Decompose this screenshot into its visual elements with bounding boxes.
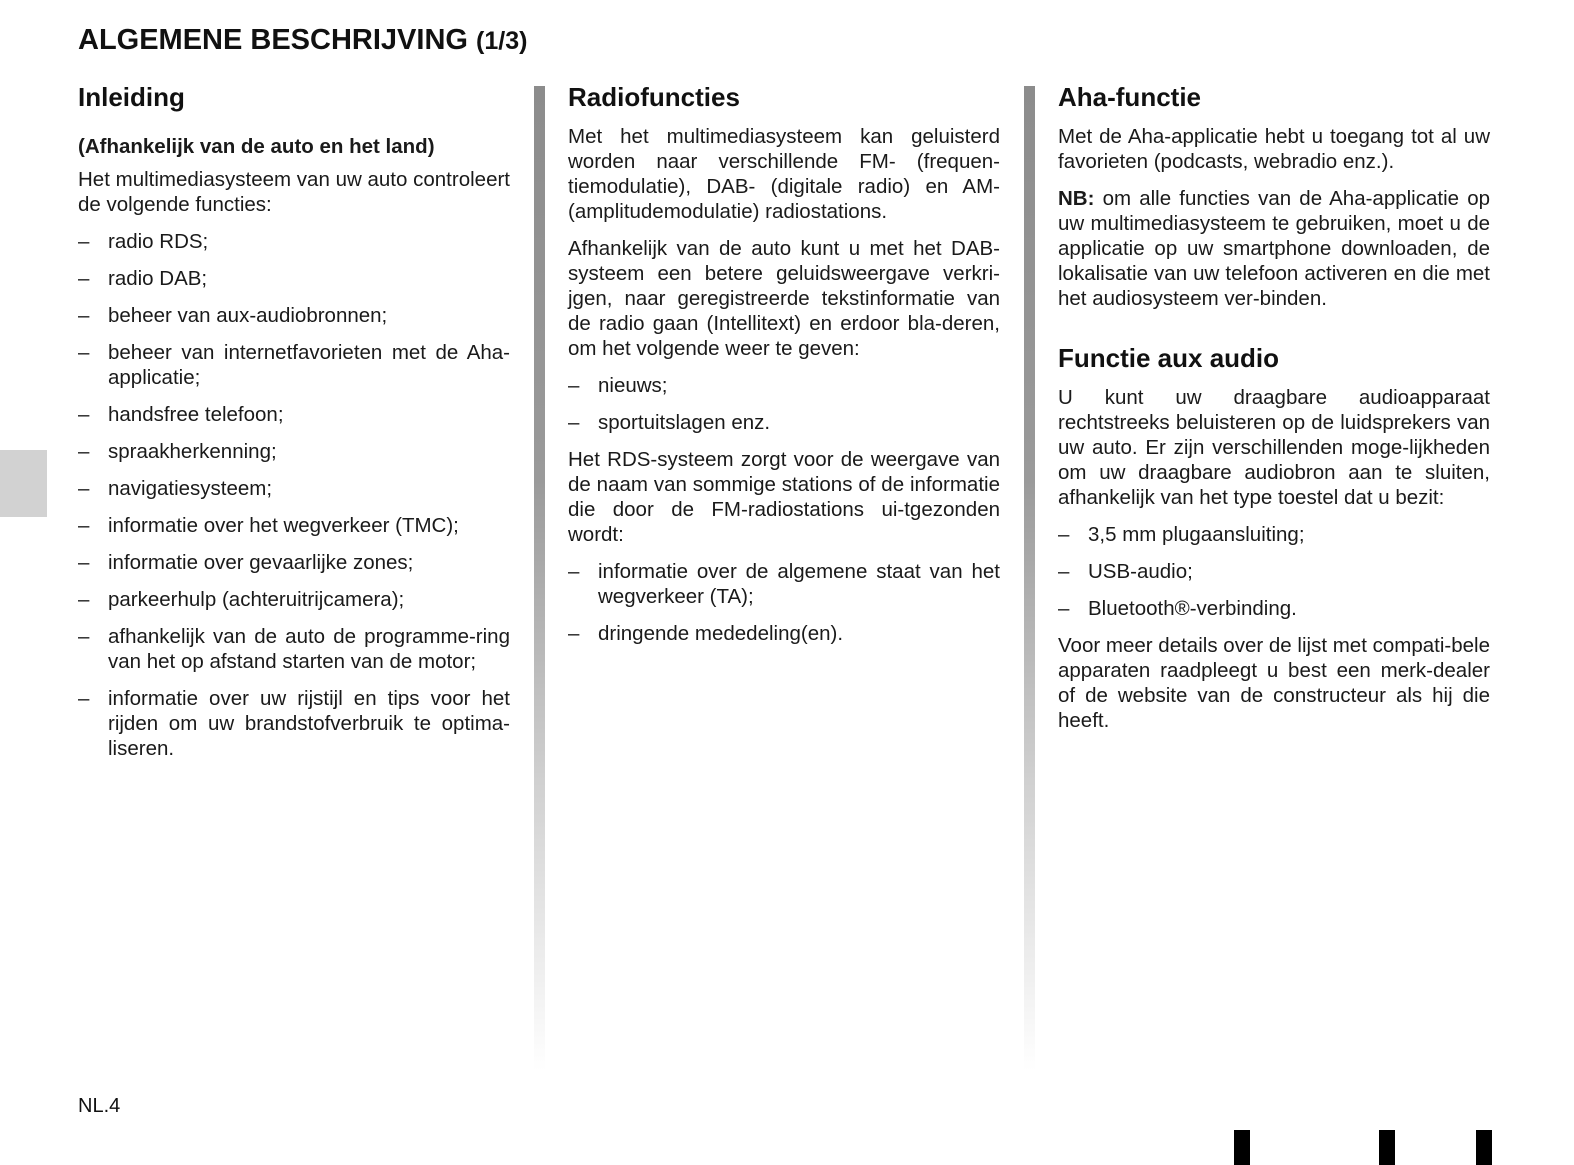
dash-bullet: – bbox=[568, 622, 580, 645]
dash-bullet: – bbox=[78, 267, 90, 290]
aha-note bbox=[1058, 186, 1490, 311]
list-item: – informatie over uw rijstijl en tips voor het rijden om uw brandstofverbruik te optima-liseren. bbox=[78, 687, 510, 760]
dash-bullet: – bbox=[78, 403, 90, 426]
column-divider bbox=[534, 86, 545, 1071]
radio-paragraph-1: Met het multimediasysteem kan geluisterd worden naar verschillende FM- (frequen-tiemodulatie), DAB- (digitale radio) en AM- (amplitudemodulatie) radiostations. bbox=[568, 125, 1000, 223]
dash-bullet: – bbox=[78, 551, 90, 574]
connection-list bbox=[1058, 522, 1490, 621]
column-radiofuncties bbox=[568, 80, 1000, 658]
list-item: – spraakherkenning; bbox=[78, 440, 277, 463]
dash-bullet: – bbox=[568, 411, 580, 434]
list-item: – USB-audio; bbox=[1058, 560, 1193, 583]
nb-text: om alle functies van de Aha-applicatie op uw multimediasysteem te gebruiken, moet u de applicatie op uw smartphone downloaden, de lokalisatie van uw telefoon activeren en die met het audiosysteem ver-binden. bbox=[1058, 187, 1490, 310]
list-item: – Bluetooth®-verbinding. bbox=[1058, 597, 1297, 620]
column-inleiding bbox=[78, 80, 510, 773]
dab-info-list bbox=[568, 373, 1000, 435]
dash-bullet: – bbox=[78, 440, 90, 463]
dash-bullet: – bbox=[78, 514, 90, 537]
dash-bullet: – bbox=[1058, 597, 1070, 620]
print-mark bbox=[1234, 1130, 1250, 1165]
list-item: – sportuitslagen enz. bbox=[568, 411, 771, 434]
list-item: – beheer van aux-audiobronnen; bbox=[78, 304, 388, 327]
chapter-side-tab bbox=[0, 450, 47, 517]
print-mark bbox=[1476, 1130, 1492, 1165]
dash-bullet: – bbox=[78, 625, 90, 648]
aha-paragraph: Met de Aha-applicatie hebt u toegang tot al uw favorieten (podcasts, webradio enz.). bbox=[1058, 125, 1490, 173]
aux-paragraph-2: Voor meer details over de lijst met compati-bele apparaten raadpleegt u best een merk-dealer of de website van de constructeur als hij die heeft. bbox=[1058, 634, 1490, 732]
column-aha-aux bbox=[1058, 80, 1490, 745]
section-heading-radiofuncties: Radiofuncties bbox=[568, 82, 740, 112]
dash-bullet: – bbox=[78, 588, 90, 611]
dash-bullet: – bbox=[78, 687, 90, 710]
section-heading-aha: Aha-functie bbox=[1058, 82, 1201, 112]
section-heading-inleiding: Inleiding bbox=[78, 82, 185, 112]
page-title-suffix: (1/3) bbox=[476, 27, 528, 55]
list-item: – informatie over de algemene staat van het wegverkeer (TA); bbox=[568, 560, 1000, 608]
column-divider bbox=[1024, 86, 1035, 1071]
functions-list bbox=[78, 229, 510, 761]
radio-paragraph-2: Afhankelijk van de auto kunt u met het DAB-systeem een betere geluidsweergave verkri-jgen, naar geregistreerde tekstinformatie van de radio gaan (Intellitext) en erdoor bla-deren, om het volgende weer te geven: bbox=[568, 237, 1000, 360]
print-mark bbox=[1379, 1130, 1395, 1165]
list-item: – afhankelijk van de auto de programme-ring van het op afstand starten van de motor; bbox=[78, 625, 510, 673]
dash-bullet: – bbox=[1058, 523, 1070, 546]
availability-note: (Afhankelijk van de auto en het land) bbox=[78, 135, 435, 158]
dash-bullet: – bbox=[78, 477, 90, 500]
page-title-text: ALGEMENE BESCHRIJVING bbox=[78, 24, 468, 56]
aux-paragraph-1: U kunt uw draagbare audioapparaat rechtstreeks beluisteren op de luidsprekers van uw auto. Er zijn verschillenden moge-lijkheden om uw draagbare audiobron aan te sluiten, afhankelijk van het type toestel dat u bezit: bbox=[1058, 386, 1490, 509]
list-item: – parkeerhulp (achteruitrijcamera); bbox=[78, 588, 405, 611]
list-item: – handsfree telefoon; bbox=[78, 403, 284, 426]
list-item: – navigatiesysteem; bbox=[78, 477, 273, 500]
list-item: – nieuws; bbox=[568, 374, 668, 397]
dash-bullet: – bbox=[1058, 560, 1070, 583]
nb-label: NB: bbox=[1058, 187, 1095, 210]
list-item: – beheer van internetfavorieten met de Aha-applicatie; bbox=[78, 341, 510, 389]
dash-bullet: – bbox=[78, 230, 90, 253]
page-number: NL.4 bbox=[78, 1095, 121, 1117]
radio-paragraph-3: Het RDS-systeem zorgt voor de weergave van de naam van sommige stations of de informatie die door de FM-radiostations ui-tgezonden wordt: bbox=[568, 448, 1000, 546]
intro-paragraph: Het multimediasysteem van uw auto controleert de volgende functies: bbox=[78, 168, 510, 216]
dash-bullet: – bbox=[568, 374, 580, 397]
list-item: – informatie over gevaarlijke zones; bbox=[78, 551, 414, 574]
list-item: – radio RDS; bbox=[78, 230, 209, 253]
dash-bullet: – bbox=[78, 341, 90, 364]
dash-bullet: – bbox=[568, 560, 580, 583]
rds-info-list bbox=[568, 559, 1000, 646]
list-item: – informatie over het wegverkeer (TMC); bbox=[78, 514, 459, 537]
page-title bbox=[78, 24, 527, 57]
dash-bullet: – bbox=[78, 304, 90, 327]
list-item: – dringende mededeling(en). bbox=[568, 622, 844, 645]
list-item: – radio DAB; bbox=[78, 267, 208, 290]
section-heading-aux: Functie aux audio bbox=[1058, 343, 1280, 373]
list-item: – 3,5 mm plugaansluiting; bbox=[1058, 523, 1305, 546]
